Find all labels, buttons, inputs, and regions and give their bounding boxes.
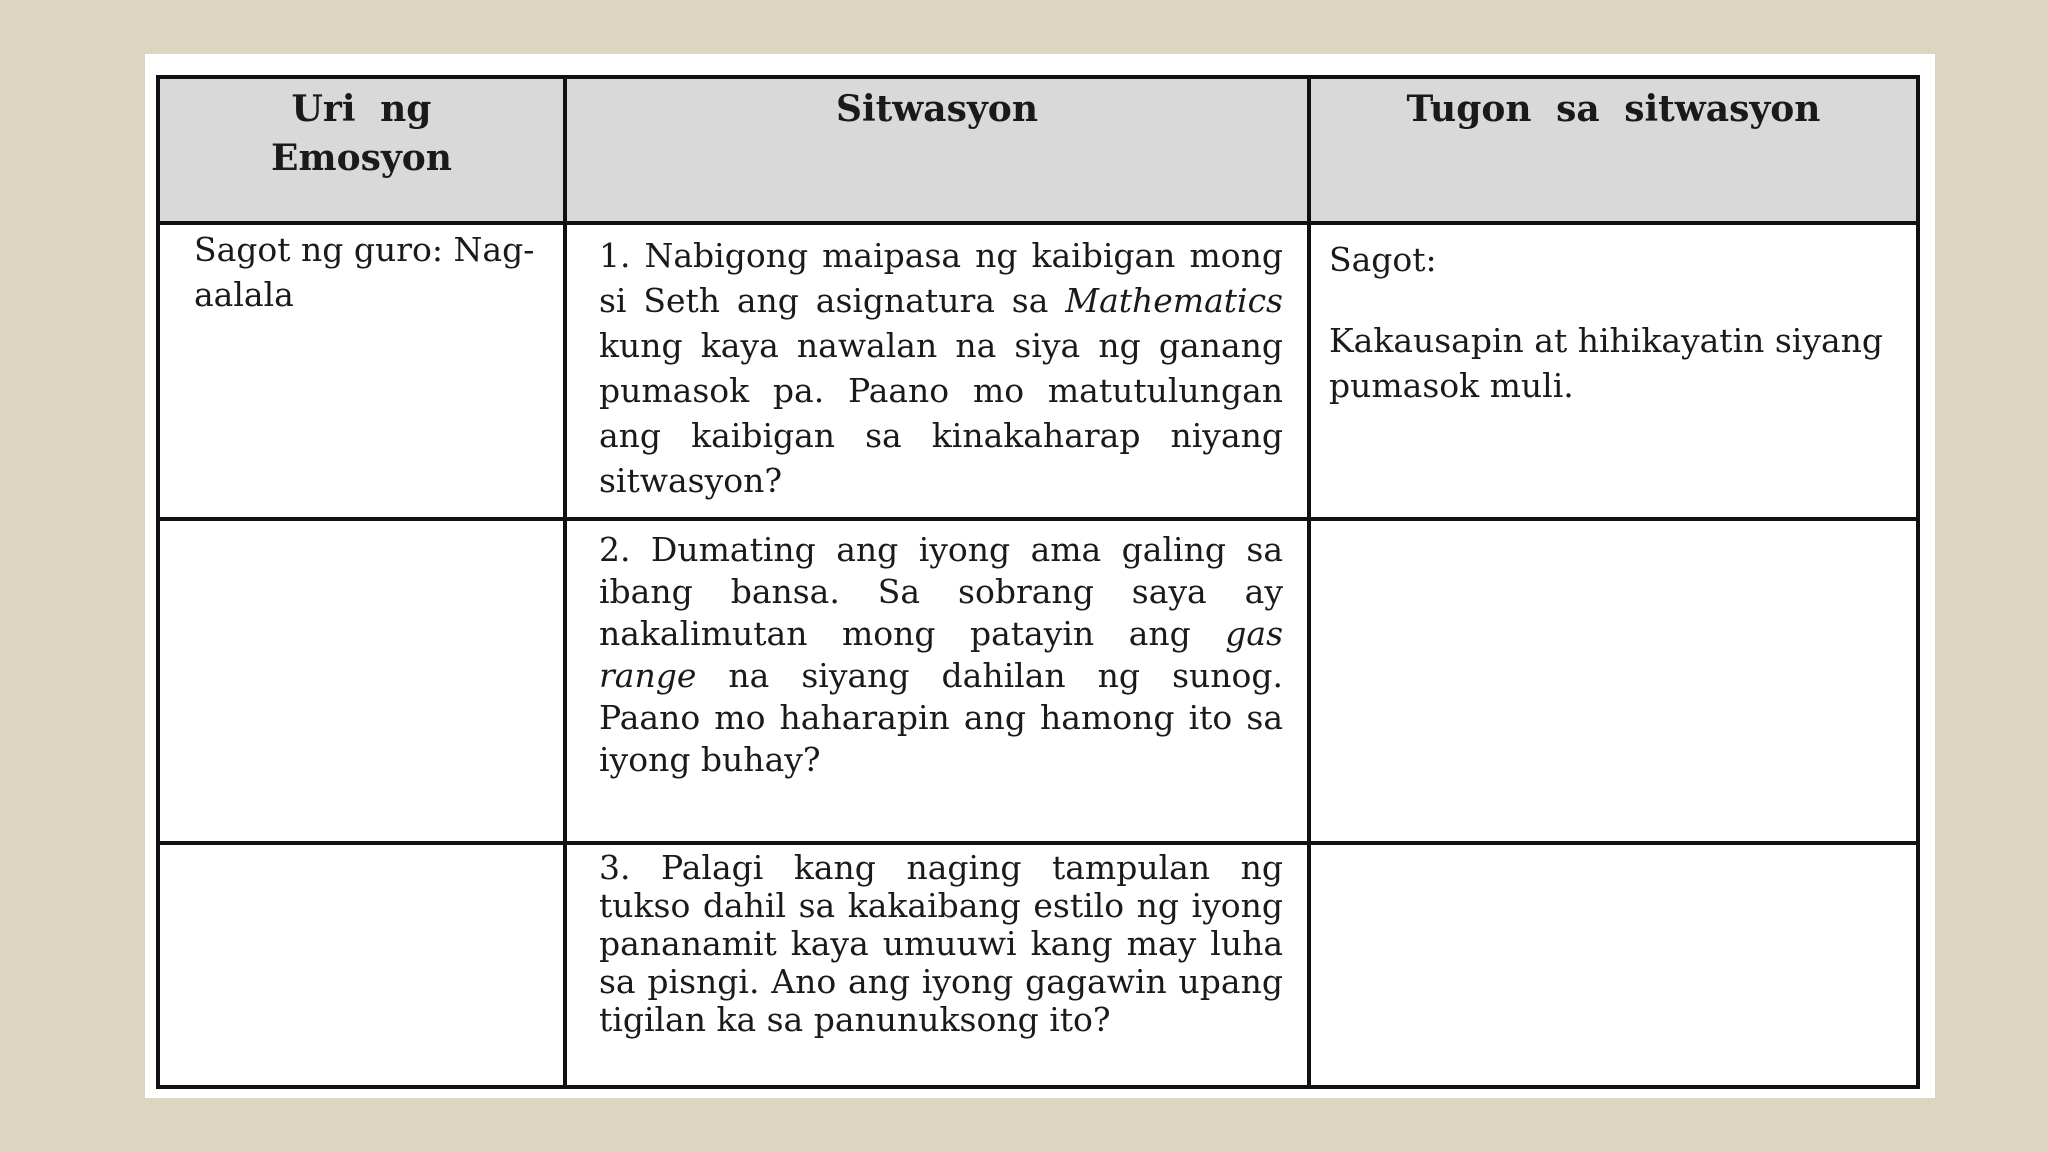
response-text: Kakausapin at hihikayatin siyang pumasok muli.	[1329, 321, 1884, 405]
situation-text-end: kung kaya nawalan na siya ng ganang pumasok pa. Paano mo matutulungan ang kaibigan sa kinakaharap niyang sitwasyon?	[599, 326, 1283, 500]
slide-page	[145, 54, 1935, 1098]
response-cell	[1309, 519, 1918, 843]
header-situation	[565, 77, 1309, 223]
response-cell	[1309, 223, 1918, 519]
header-response-label: Tugon sa sitwasyon	[1406, 88, 1821, 130]
table-row	[158, 223, 1918, 519]
response-cell	[1309, 843, 1918, 1087]
emotion-cell	[158, 519, 565, 843]
header-situation-label: Sitwasyon	[836, 88, 1038, 130]
header-emotion-type-label: Uri ng Emosyon	[271, 88, 452, 179]
situation-text-italic: Mathematics	[1065, 281, 1283, 320]
table-header-row	[158, 77, 1918, 223]
emotion-cell	[158, 843, 565, 1087]
situation-cell	[565, 223, 1309, 519]
header-response	[1309, 77, 1918, 223]
emotion-cell	[158, 223, 565, 519]
emotion-worksheet-table	[156, 75, 1920, 1089]
situation-cell	[565, 519, 1309, 843]
table-row	[158, 519, 1918, 843]
situation-text-end: na siyang dahilan ng sunog. Paano mo haharapin ang hamong ito sa iyong buhay?	[599, 656, 1283, 779]
header-emotion-type	[158, 77, 565, 223]
situation-text-start: 2. Dumating ang iyong ama galing sa ibang bansa. Sa sobrang saya ay nakalimutan mong patayin ang	[599, 530, 1283, 653]
response-label: Sagot:	[1329, 240, 1437, 279]
situation-cell	[565, 843, 1309, 1087]
situation-text-italic: gas range	[599, 614, 1283, 695]
table-row	[158, 843, 1918, 1087]
situation-text-start: 1. Nabigong maipasa ng kaibigan mong si Seth ang asignatura sa	[599, 236, 1283, 320]
situation-text-start: 3. Palagi kang naging tampulan ng tukso dahil sa kakaibang estilo ng iyong pananamit kaya umuuwi kang may luha sa pisngi. Ano ang iyong gagawin upang tigilan ka sa panunuksong ito?	[599, 848, 1283, 1039]
emotion-answer-text: Sagot ng guro: Nag-aalala	[194, 230, 535, 314]
